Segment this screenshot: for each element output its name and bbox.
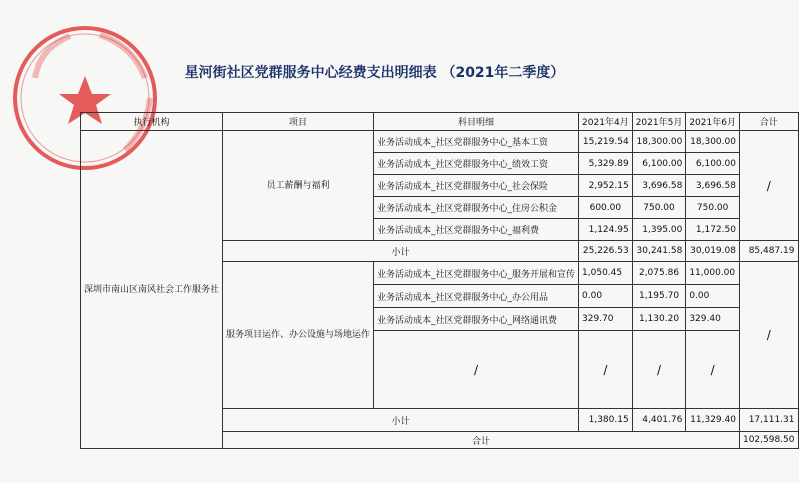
may-cell: 6,100.00 xyxy=(632,153,686,175)
subtotal-label: 小计 xyxy=(223,241,579,262)
subtotal-apr: 25,226.53 xyxy=(579,241,633,262)
subtotal-total: 17,111.31 xyxy=(739,409,798,432)
section-name: 服务项目运作、办公设施与场地运作 xyxy=(223,262,374,409)
detail-cell: 业务活动成本_社区党群服务中心_服务开展和宣传 xyxy=(374,262,579,285)
grand-total-value: 102,598.50 xyxy=(739,432,798,449)
header-apr: 2021年4月 xyxy=(579,113,633,131)
may-cell: 1,195.70 xyxy=(632,285,686,308)
org-name: 深圳市南山区南风社会工作服务社 xyxy=(81,131,223,449)
detail-cell: 业务活动成本_社区党群服务中心_社会保险 xyxy=(374,175,579,197)
header-detail: 科目明细 xyxy=(374,113,579,131)
apr-cell: 2,952.15 xyxy=(579,175,633,197)
apr-cell: / xyxy=(579,331,633,409)
detail-cell: 业务活动成本_社区党群服务中心_基本工资 xyxy=(374,131,579,153)
header-row xyxy=(81,113,799,131)
detail-cell: 业务活动成本_社区党群服务中心_网络通讯费 xyxy=(374,308,579,331)
may-cell: 18,300.00 xyxy=(632,131,686,153)
apr-cell: 1,050.45 xyxy=(579,262,633,285)
subtotal-jun: 11,329.40 xyxy=(686,409,740,432)
section-name: 员工薪酬与福利 xyxy=(223,131,374,241)
may-cell: 1,395.00 xyxy=(632,219,686,241)
detail-cell: 业务活动成本_社区党群服务中心_办公用品 xyxy=(374,285,579,308)
subtotal-apr: 1,380.15 xyxy=(579,409,633,432)
subtotal-label: 小计 xyxy=(223,409,579,432)
subtotal-may: 4,401.76 xyxy=(632,409,686,432)
subtotal-total: 85,487.19 xyxy=(739,241,798,262)
jun-cell: 329.40 xyxy=(686,308,740,331)
table-row xyxy=(81,131,799,153)
may-cell: 750.00 xyxy=(632,197,686,219)
may-cell: 3,696.58 xyxy=(632,175,686,197)
apr-cell: 1,124.95 xyxy=(579,219,633,241)
jun-cell: 0.00 xyxy=(686,285,740,308)
apr-cell: 15,219.54 xyxy=(579,131,633,153)
header-total: 合计 xyxy=(739,113,798,131)
header-may: 2021年5月 xyxy=(632,113,686,131)
jun-cell: 11,000.00 xyxy=(686,262,740,285)
apr-cell: 0.00 xyxy=(579,285,633,308)
detail-cell: 业务活动成本_社区党群服务中心_福利费 xyxy=(374,219,579,241)
apr-cell: 329.70 xyxy=(579,308,633,331)
jun-cell: 3,696.58 xyxy=(686,175,740,197)
jun-cell: 750.00 xyxy=(686,197,740,219)
grand-total-label: 合计 xyxy=(223,432,740,449)
detail-cell: / xyxy=(374,331,579,409)
jun-cell: 18,300.00 xyxy=(686,131,740,153)
apr-cell: 600.00 xyxy=(579,197,633,219)
total-cell: / xyxy=(739,131,798,241)
total-cell: / xyxy=(739,262,798,409)
subtotal-jun: 30,019.08 xyxy=(686,241,740,262)
header-project: 项目 xyxy=(223,113,374,131)
header-jun: 2021年6月 xyxy=(686,113,740,131)
jun-cell: 6,100.00 xyxy=(686,153,740,175)
jun-cell: / xyxy=(686,331,740,409)
apr-cell: 5,329.89 xyxy=(579,153,633,175)
may-cell: 1,130.20 xyxy=(632,308,686,331)
expense-table xyxy=(80,112,799,449)
may-cell: 2,075.86 xyxy=(632,262,686,285)
subtotal-may: 30,241.58 xyxy=(632,241,686,262)
header-org: 执行机构 xyxy=(81,113,223,131)
detail-cell: 业务活动成本_社区党群服务中心_绩效工资 xyxy=(374,153,579,175)
jun-cell: 1,172.50 xyxy=(686,219,740,241)
page-title: 星河街社区党群服务中心经费支出明细表 （2021年二季度） xyxy=(184,65,565,81)
detail-cell: 业务活动成本_社区党群服务中心_住房公积金 xyxy=(374,197,579,219)
may-cell: / xyxy=(632,331,686,409)
